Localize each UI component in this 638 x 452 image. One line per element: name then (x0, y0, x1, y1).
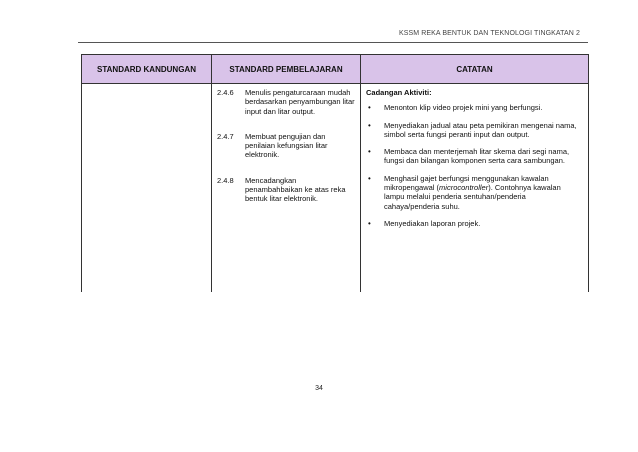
bullet-icon: • (368, 218, 371, 228)
learning-objective (217, 88, 355, 116)
objective-text: Menulis pengaturcaraan mudah berdasarkan penyambungan litar input dan litar output. (245, 88, 355, 116)
objective-number: 2.4.6 (217, 88, 234, 97)
column-header-catatan: CATATAN (361, 55, 589, 84)
bullet-icon: • (368, 103, 371, 113)
activity-text: Membaca dan menterjemah litar skema dari segi nama, fungsi dan bilangan komponen serta cara sambungan. (384, 147, 570, 166)
activity-item (366, 147, 583, 166)
table-header-row (82, 55, 589, 84)
standard-kandungan-cell (82, 84, 212, 293)
activity-text: Menghasil gajet berfungsi menggunakan kawalan mikropengawal (microcontroller). Contohnya kawalan lampu melalui penderia sentuhan/penderia cahaya/penderia suhu. (384, 173, 561, 211)
column-header-standard-pembelajaran: STANDARD PEMBELAJARAN (212, 55, 361, 84)
learning-objective (217, 176, 355, 204)
bullet-icon: • (368, 147, 371, 157)
objective-text: Membuat pengujian dan penilaian kefungsian litar elektronik. (245, 131, 328, 160)
header-divider (78, 42, 588, 43)
page-number: 34 (315, 385, 323, 392)
learning-objective (217, 132, 355, 160)
activity-item (366, 103, 583, 112)
bullet-icon: • (368, 120, 371, 130)
document-header: KSSM REKA BENTUK DAN TEKNOLOGI TINGKATAN 2 (398, 30, 580, 37)
italic-term: microcontroller (439, 183, 489, 193)
activity-item (366, 121, 583, 140)
column-header-standard-kandungan: STANDARD KANDUNGAN (82, 55, 212, 84)
activity-item (366, 174, 583, 211)
catatan-cell (361, 84, 589, 293)
curriculum-table (81, 54, 589, 292)
bullet-icon: • (368, 173, 371, 183)
table-row (82, 84, 589, 293)
activity-item (366, 219, 583, 228)
standard-pembelajaran-cell (212, 84, 361, 293)
objective-number: 2.4.7 (217, 131, 234, 141)
objective-number: 2.4.8 (217, 175, 234, 185)
objective-text: Mencadangkan penambahbaikan ke atas reka bentuk litar elektronik. (245, 175, 346, 204)
activity-text: Menyediakan laporan projek. (384, 218, 481, 228)
activity-text: Menyediakan jadual atau peta pemikiran mengenai nama, simbol serta fungsi peranti input dan output. (384, 120, 577, 139)
activity-suggestions-title: Cadangan Aktiviti: (366, 88, 432, 97)
activity-text: Menonton klip video projek mini yang berfungsi. (384, 103, 543, 113)
